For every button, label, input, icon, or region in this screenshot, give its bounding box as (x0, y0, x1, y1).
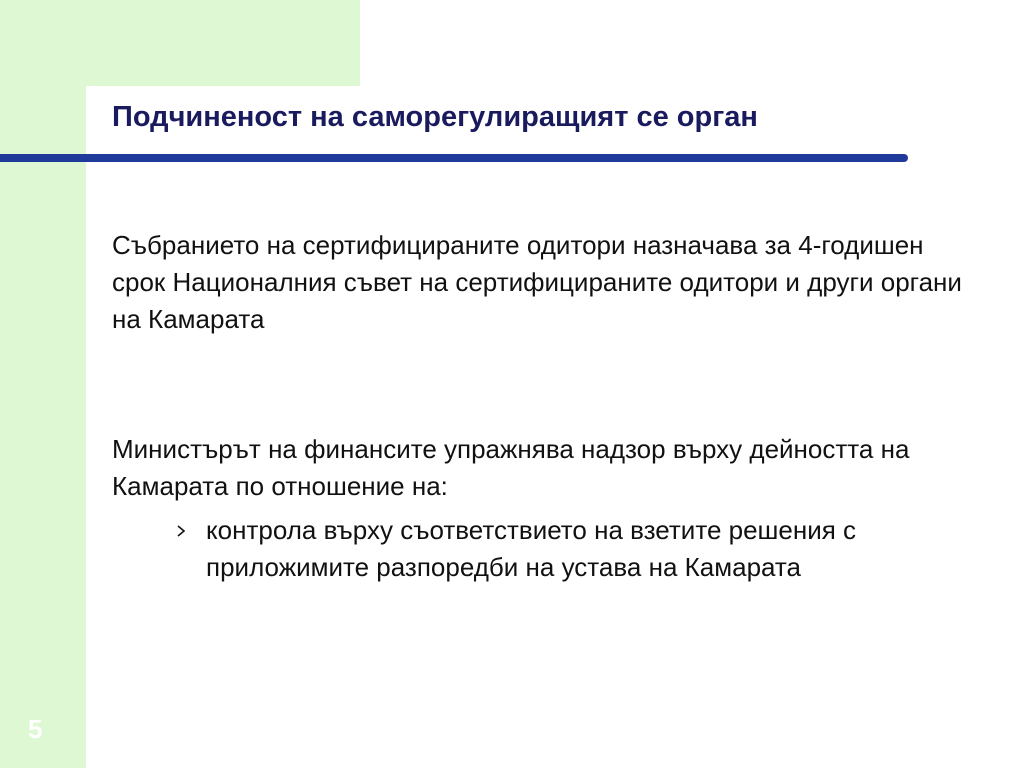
slide-title: Подчиненост на саморегулиращият се орган (112, 101, 758, 133)
paragraph-assembly-appoints: Събранието на сертифицираните одитори назначава за 4-годишен срок Националния съвет на сертифицираните одитори и други органи на Камарата (112, 230, 962, 334)
left-decorative-band (0, 0, 86, 768)
paragraph-minister-supervision: Министърът на финансите упражнява надзор върху дейността на Камарата по отношение на: (112, 434, 910, 501)
bullet-text: контрола върху съответствието на взетите решения с приложимите разпоредби на устава на Камарата (206, 515, 857, 582)
top-decorative-band (0, 0, 360, 86)
chevron-right-icon (174, 512, 206, 549)
bullet-item (174, 512, 954, 586)
title-underline (0, 154, 908, 162)
slide-number: 5 (28, 714, 43, 744)
